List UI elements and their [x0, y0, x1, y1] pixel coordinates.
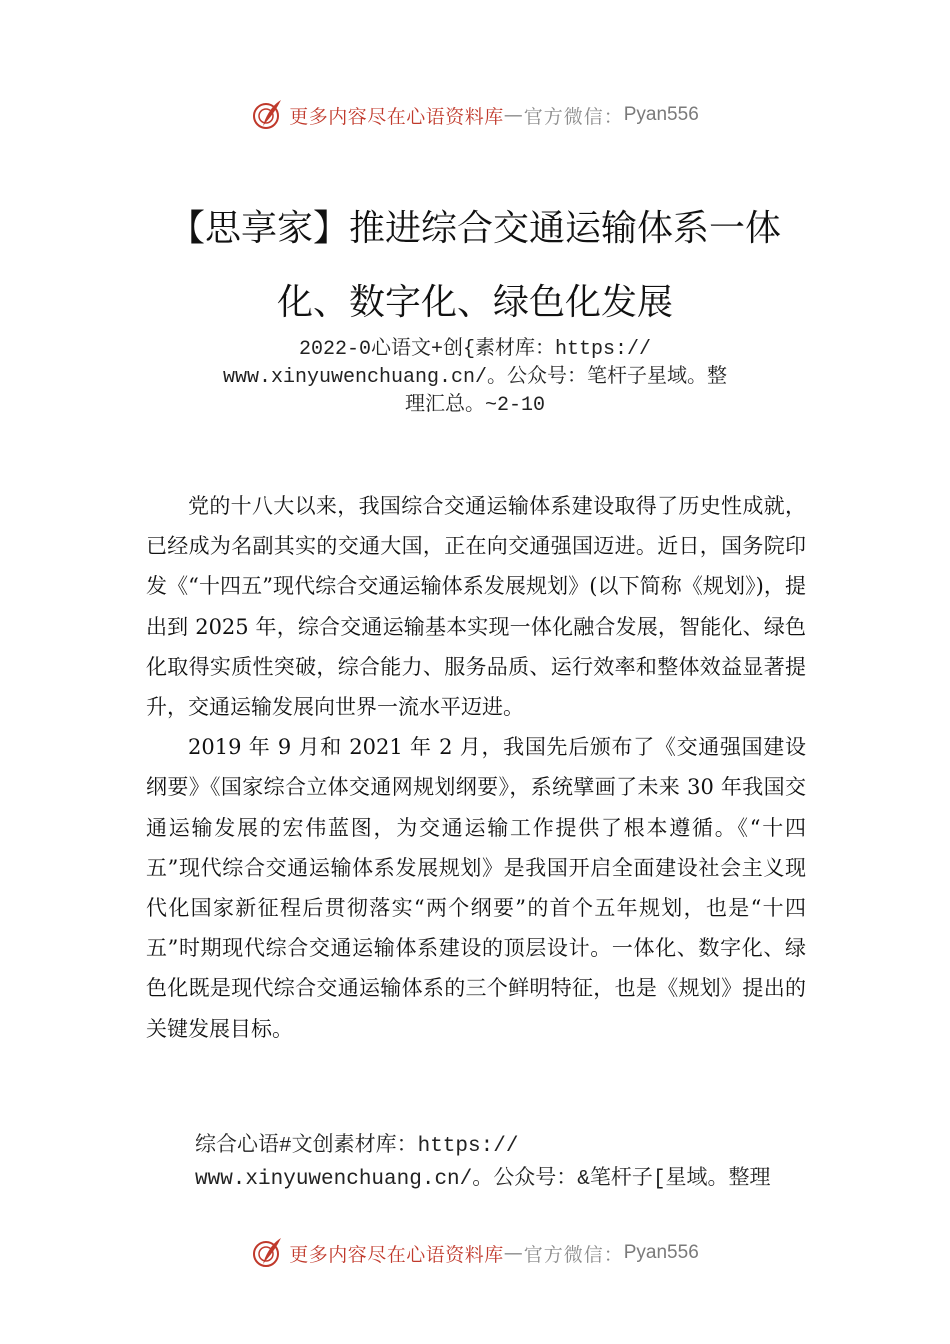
banner-wechat-id: Pyan556 — [623, 104, 699, 125]
meta-line: www.xinyuwenchuang.cn/。公众号：笔杆子星域。整 — [222, 366, 728, 389]
banner-red-text: 更多内容尽在心语资料库 — [289, 1243, 504, 1266]
title-line-1: 【思享家】推进综合交通运输体系一体 — [168, 208, 781, 249]
meta-line: 2022-0心语文+创{素材库：https:// — [298, 338, 652, 361]
paragraph: 党的十八大以来，我国综合交通运输体系建设取得了历史性成就，已经成为名副其实的交通大国，正在向交通强国迈进。近日，国务院印发《“十四五”现代综合交通运输体系发展规划》(以下简称《规划》)，提出到 2025 年，综合交通运输基本实现一体化融合发展，智能化、绿色化取得实质性突破，综合能力、服务品质、运行效率和整体效益显著提升，交通运输发展向世界一流水平迈进。 — [146, 494, 806, 720]
meta-info — [150, 336, 800, 420]
quill-logo-icon — [251, 98, 285, 132]
banner-wechat-label: 官方微信： — [523, 1243, 624, 1266]
banner-dash: — — [503, 1242, 524, 1264]
banner-red-text: 更多内容尽在心语资料库 — [289, 105, 504, 128]
meta-line: 理汇总。~2-10 — [404, 394, 545, 417]
footer-banner — [0, 1233, 950, 1273]
paragraph: 2019 年 9 月和 2021 年 2 月，我国先后颁布了《交通强国建设纲要》《国家综合立体交通网规划纲要》，系统擘画了未来 30 年我国交通运输发展的宏伟蓝图，为交通运输工作提供了根本遵循。《“十四五”现代综合交通运输体系发展规划》是我国开启全面建设社会主义现代化国家新征程后贯彻落实“两个纲要”的首个五年规划，也是“十四五”时期现代综合交通运输体系建设的顶层设计。一体化、数字化、绿色化既是现代综合交通运输体系的三个鲜明特征，也是《规划》提出的关键发展目标。 — [146, 735, 806, 1041]
source-note — [195, 1130, 845, 1196]
banner-wechat-label: 官方微信： — [523, 105, 624, 128]
banner-wechat-id: Pyan556 — [623, 1242, 699, 1263]
quill-logo-icon — [251, 1236, 285, 1270]
source-note-line: www.xinyuwenchuang.cn/。公众号：&笔杆子[星域。整理 — [195, 1168, 771, 1191]
header-banner — [0, 95, 950, 135]
title-line-2: 化、数字化、绿色化发展 — [276, 282, 673, 323]
source-note-line: 综合心语#文创素材库：https:// — [195, 1135, 519, 1158]
article-body — [146, 486, 806, 1049]
page-title — [150, 192, 800, 340]
banner-dash: — — [503, 104, 524, 126]
